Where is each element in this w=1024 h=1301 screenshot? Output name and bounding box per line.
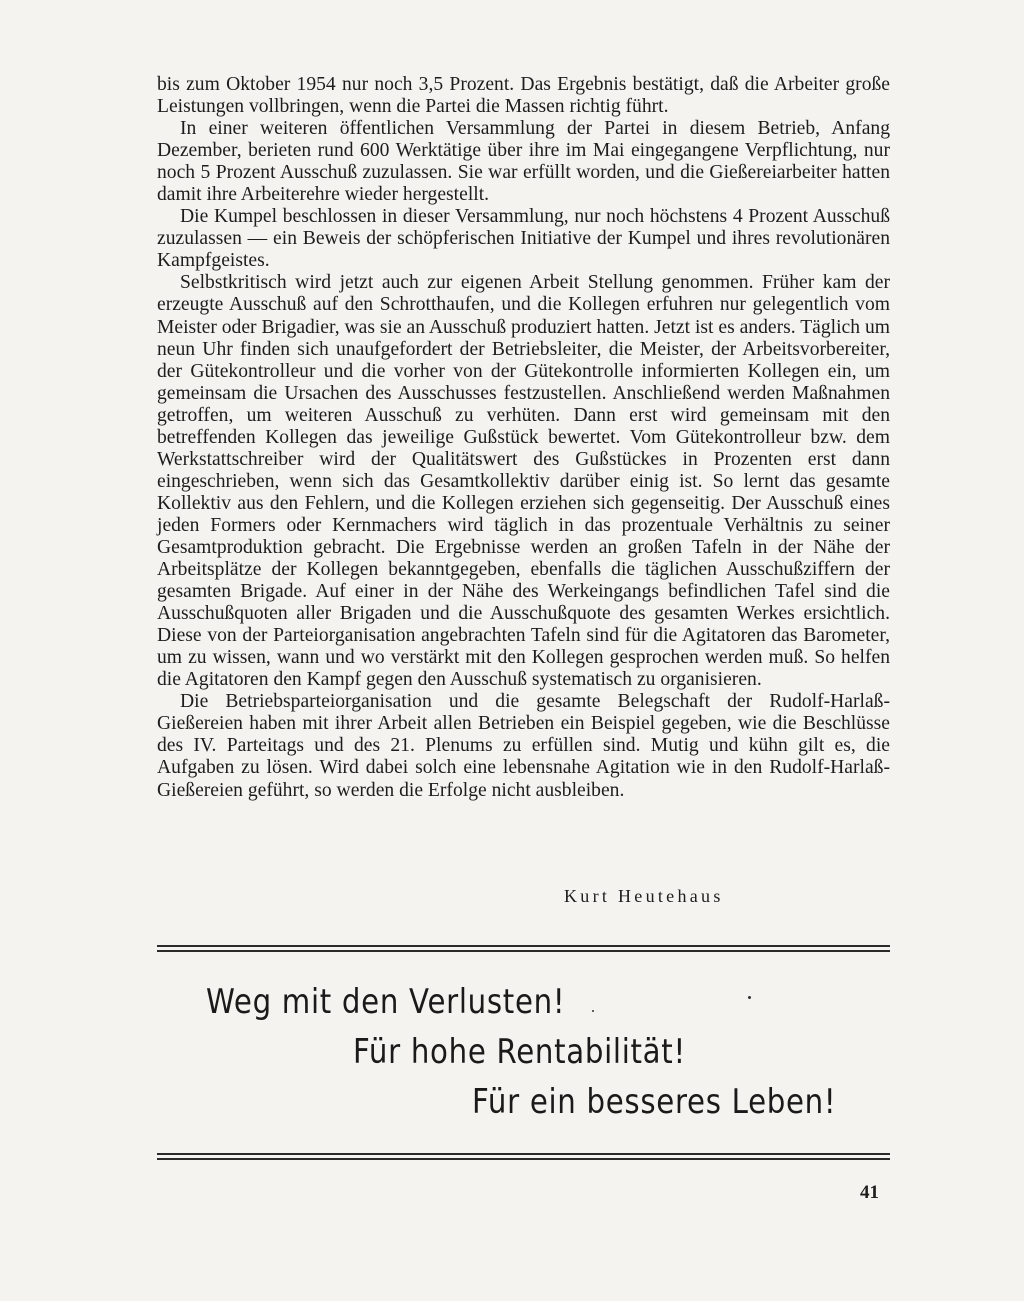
- author-signature: Kurt Heutehaus: [564, 886, 724, 906]
- paragraph-4: Selbstkritisch wird jetzt auch zur eigenen Arbeit Stellung genommen. Früher kam der erzeugte Ausschuß auf den Schrotthaufen, und die Kollegen erfuhren nur gelegentlich vom Meister oder Brigadier, was sie an Ausschuß produziert hatten. Jetzt ist es anders. Täglich um neun Uhr finden sich unaufgefordert der Betriebsleiter, die Meister, der Arbeitsvorbereiter, der Gütekontrolleur und die vorher von der Gütekontrolle informierten Kollegen ein, um gemeinsam die Ursachen des Ausschusses festzustellen. Anschließend werden Maßnahmen getroffen, um weiteren Ausschuß zu verhüten. Dann erst wird gemeinsam mit den betreffenden Kollegen das jeweilige Gußstück bewertet. Vom Gütekontrolleur bzw. dem Werkstattschreiber wird der Qualitätswert des Gußstückes in Prozenten erst dann eingeschrieben, wenn sich das Gesamtkollektiv darüber einig ist. So lernt das gesamte Kollektiv aus den Fehlern, und die Kollegen erziehen sich gegenseitig. Der Ausschuß eines jeden Formers oder Kernmachers wird täglich in das prozentuale Verhältnis zu seiner Gesamtproduktion gebracht. Die Ergebnisse werden an großen Tafeln in der Nähe der Arbeitsplätze der Kollegen bekanntgegeben, ebenfalls die täglichen Ausschußziffern der gesamten Brigade. Auf einer in der Nähe des Werkeingangs befindlichen Tafel sind die Ausschußquoten aller Brigaden und die Ausschußquote des gesamten Werkes ersichtlich. Diese von der Parteiorganisation angebrachten Tafeln sind für die Agitatoren das Barometer, um zu wissen, wann und wo verstärkt mit den Kollegen gesprochen werden muß. So helfen die Agitatoren den Kampf gegen den Ausschuß systematisch zu organisieren.: [157, 272, 890, 691]
- bottom-double-rule: [157, 1153, 890, 1160]
- print-speck: [748, 996, 751, 999]
- paragraph-2: In einer weiteren öffentlichen Versammlung der Partei in diesem Betrieb, Anfang Dezember, berieten rund 600 Werktätige über ihre im Mai eingegangene Verpflichtung, nur noch 5 Prozent Ausschuß zuzulassen. Sie war erfüllt worden, und die Gießereiarbeiter hatten damit ihre Arbeiterehre wieder hergestellt.: [157, 118, 890, 206]
- slogan-line-2: Für hohe Rentabilität!: [353, 1032, 686, 1072]
- page-number: 41: [860, 1182, 879, 1203]
- paragraph-3: Die Kumpel beschlossen in dieser Versammlung, nur noch höchstens 4 Prozent Ausschuß zuzulassen — ein Beweis der schöpferischen Initiative der Kumpel und ihres revolutionären Kampfgeistes.: [157, 206, 890, 272]
- slogan-line-3: Für ein besseres Leben!: [472, 1082, 837, 1122]
- article-body: [157, 74, 890, 802]
- slogan-line-1: Weg mit den Verlusten!: [206, 982, 566, 1022]
- top-double-rule: [157, 945, 890, 952]
- paragraph-5: Die Betriebsparteiorganisation und die gesamte Belegschaft der Rudolf-Harlaß-Gießereien haben mit ihrer Arbeit allen Betrieben ein Beispiel gegeben, wie die Beschlüsse des IV. Parteitags und des 21. Plenums zu erfüllen sind. Mutig und kühn gilt es, die Aufgaben zu lösen. Wird dabei solch eine lebensnahe Agitation wie in den Rudolf-Harlaß-Gießereien geführt, so werden die Erfolge nicht ausbleiben.: [157, 691, 890, 801]
- print-speck: [592, 1010, 594, 1012]
- paragraph-1: bis zum Oktober 1954 nur noch 3,5 Prozent. Das Ergebnis bestätigt, daß die Arbeiter große Leistungen vollbringen, wenn die Partei die Massen richtig führt.: [157, 74, 890, 118]
